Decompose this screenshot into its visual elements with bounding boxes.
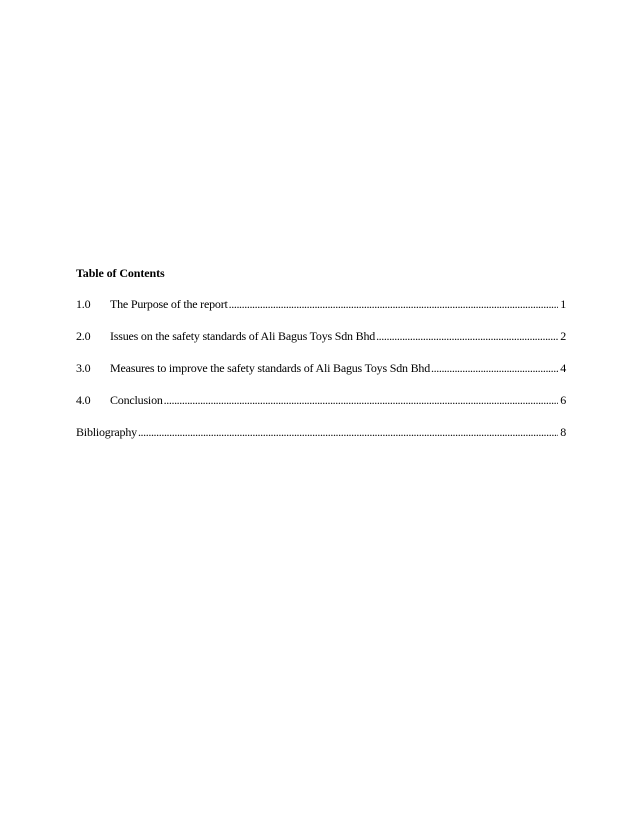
toc-entry-title: Conclusion bbox=[110, 393, 163, 407]
toc-entry-number: 1.0 bbox=[76, 297, 91, 311]
toc-entry-bibliography[interactable] bbox=[76, 425, 566, 439]
toc-entry-measures[interactable] bbox=[76, 361, 566, 375]
toc-heading: Table of Contents bbox=[76, 266, 165, 280]
toc-entry-title: Bibliography bbox=[76, 425, 137, 439]
toc-entry-page: 2 bbox=[560, 329, 566, 343]
toc-entry-title: Measures to improve the safety standards of Ali Bagus Toys Sdn Bhd bbox=[110, 361, 431, 375]
toc-dot-leader bbox=[138, 425, 558, 439]
toc-list bbox=[76, 297, 566, 439]
toc-entry-number: 3.0 bbox=[76, 361, 91, 375]
toc-dot-leader bbox=[376, 329, 558, 343]
toc-entry-title: The Purpose of the report bbox=[110, 297, 228, 311]
toc-entry-page: 1 bbox=[560, 297, 566, 311]
toc-entry-purpose[interactable] bbox=[76, 297, 566, 311]
toc-dot-leader bbox=[431, 361, 558, 375]
toc-entry-number: 4.0 bbox=[76, 393, 91, 407]
toc-entry-issues[interactable] bbox=[76, 329, 566, 343]
toc-entry-page: 4 bbox=[560, 361, 566, 375]
toc-entry-page: 8 bbox=[560, 425, 566, 439]
toc-dot-leader bbox=[229, 297, 559, 311]
toc-entry-title: Issues on the safety standards of Ali Bagus Toys Sdn Bhd bbox=[110, 329, 376, 343]
toc-entry-conclusion[interactable] bbox=[76, 393, 566, 407]
toc-dot-leader bbox=[164, 393, 559, 407]
table-of-contents bbox=[76, 266, 566, 457]
toc-entry-page: 6 bbox=[560, 393, 566, 407]
toc-entry-number: 2.0 bbox=[76, 329, 91, 343]
